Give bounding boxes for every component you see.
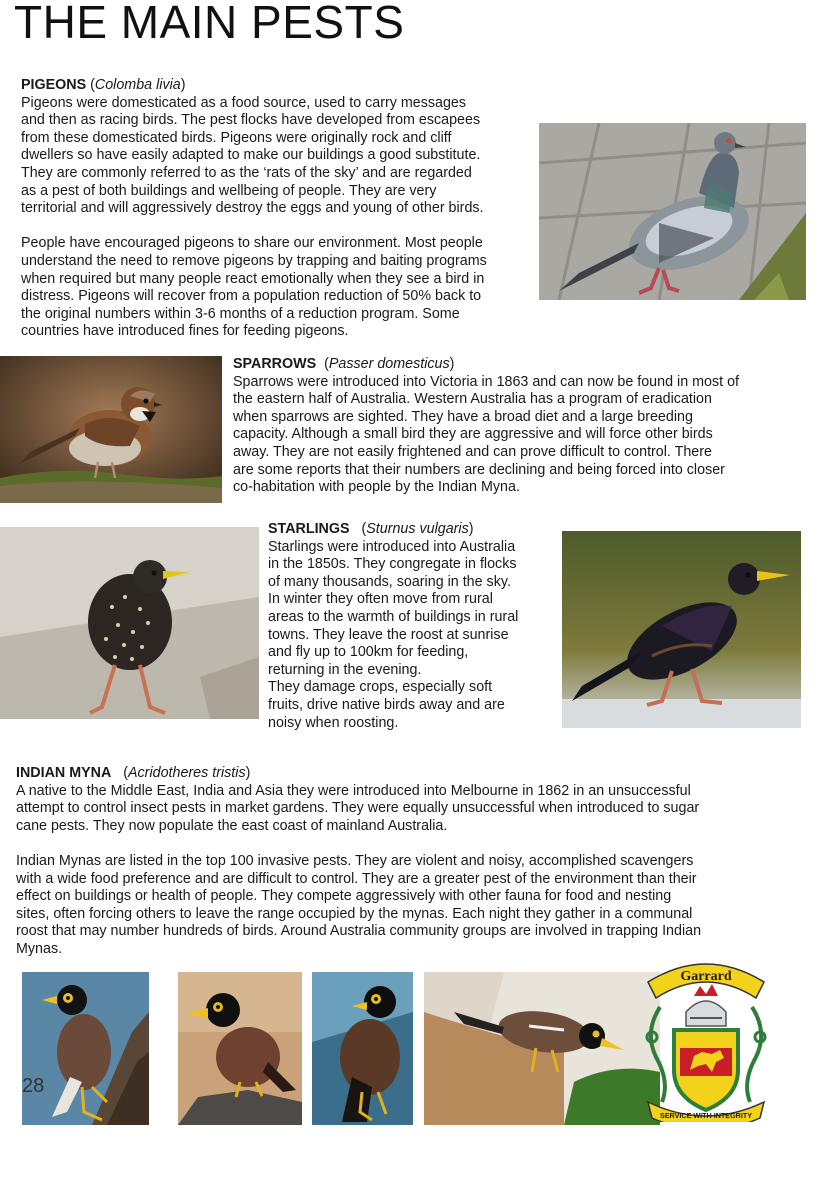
text-line: In winter they often move from rural [268,591,493,608]
page-number: 28 [22,1075,45,1097]
sparrows-latin: Passer domesticus [328,356,450,372]
pigeons-latin: Colomba livia [94,77,181,93]
text-line: with a wide food preference and are difficult to control. They are a greater pest of the environment than their [16,870,697,887]
text-line: co-habitation with people by the Indian Myna. [233,479,520,496]
pigeons-heading [21,77,536,95]
pigeons-para-2 [21,235,536,341]
text-line: in the 1850s. They congregate in flocks [268,556,517,573]
text-line: Mynas. [16,940,63,957]
paren: ( [349,521,367,537]
text-line: the original numbers within 3-6 months of a reduction program. Some [21,305,460,322]
text-line: They damage crops, especially soft [268,679,493,696]
text-line: dwellers so have easily adapted to make our buildings a good substitute. [21,147,481,164]
text-line: territorial and will aggressively destroy the eggs and young of other birds. [21,200,484,217]
paren: ( [90,77,95,93]
text-line: distress. Pigeons will recover from a population reduction of 50% back to [21,288,482,305]
myna-heading [16,765,806,783]
myna-section [16,765,806,959]
sparrow-photo [0,356,222,503]
pigeons-para-1 [21,95,536,218]
text-line: Indian Mynas are listed in the top 100 invasive pests. They are violent and noisy, accomplished scavengers [16,852,694,869]
text-line: as a pest of both buildings and wellbeing of people. They are very [21,182,437,199]
text-line: They are commonly referred to as the ‘rats of the sky’ and are regarded [21,164,472,181]
starling-photo-right [562,531,801,728]
text-line: are some reports that their numbers are declining and being forced into closer [233,461,725,478]
text-line: attempt to control insect pests in market gardens. They were equally unsuccessful when introduced to sugar [16,800,700,817]
text-line: noisy when roosting. [268,714,399,731]
sparrows-para-1 [233,374,813,497]
text-line: cane pests. They now populate the east coast of mainland Australia. [16,817,448,834]
myna-photo-3 [312,972,413,1125]
text-line: countries have introduced fines for feeding pigeons. [21,323,349,340]
sparrows-name: SPARROWS [233,356,317,372]
pigeon-photo [539,123,806,300]
myna-photo-2 [178,972,302,1125]
text-line: from these domesticated birds. Pigeons were originally rock and cliff [21,129,452,146]
pigeons-name: PIGEONS [21,77,87,93]
myna-latin: Acridotheres tristis [128,765,246,781]
paren: ( [111,765,128,781]
myna-para-1 [16,783,806,836]
sparrows-section [233,356,813,497]
text-line: Sparrows were introduced into Victoria in 1863 and can now be found in most of [233,373,739,390]
text-line: Starlings were introduced into Australia [268,538,516,555]
myna-photo-1 [22,972,149,1125]
text-line: and then as racing birds. The pest flocks have developed from escapees [21,112,481,129]
text-line: towns. They leave the roost at sunrise [268,626,509,643]
text-line: when sparrows are sighted. They have a broad diet and a large breeding [233,408,693,425]
paren: ) [449,356,455,372]
logo-motto: SERVICE WITH INTEGRITY [659,1111,753,1120]
text-line: capacity. Although a small bird they are aggressive and will force other birds [233,426,713,443]
logo-name: Garrard [680,969,732,984]
text-line: understand the need to remove pigeons by trapping and baiting programs [21,252,487,269]
paren: ) [245,765,251,781]
paren: ) [180,77,186,93]
starlings-latin: Sturnus vulgaris [366,521,469,537]
text-line: A native to the Middle East, India and Asia they were introduced into Melbourne in 1862 in an unsuccessful [16,782,691,799]
text-line: and fly up to 100km for feeding, [268,644,469,661]
text-line: Pigeons were domesticated as a food source, used to carry messages [21,94,467,111]
text-line: areas to the warmth of buildings in rural [268,608,519,625]
sparrows-heading [233,356,813,374]
garrard-logo [642,952,770,1122]
myna-para-2 [16,853,806,959]
page-title: THE MAIN PESTS [14,0,405,48]
text-line: People have encouraged pigeons to share our environment. Most people [21,235,483,252]
paren: ) [468,521,474,537]
text-line: the eastern half of Australia. Western Australia has a program of eradication [233,391,712,408]
text-line: roost that may number hundreds of birds. Around Australia community groups are involved in trapping Indian [16,923,702,940]
text-line: sites, often forcing others to leave the range occupied by the mynas. Each night they gather in a communal [16,905,693,922]
myna-name: INDIAN MYNA [16,765,112,781]
text-line: returning in the evening. [268,661,422,678]
text-line: of many thousands, soaring in the sky. [268,573,511,590]
text-line: effect on buildings or health of people. They compete aggressively with other fauna for food and nesting [16,888,672,905]
starlings-name: STARLINGS [268,521,350,537]
text-line: away. They are not easily frightened and can prove difficult to control. There [233,443,712,460]
paren: ( [316,356,329,372]
starlings-para-1 [268,539,558,733]
text-line: when required but many people react emotionally when they see a bird in [21,270,485,287]
text-line: fruits, drive native birds away and are [268,696,505,713]
myna-photo-4 [424,972,660,1125]
starlings-section [268,521,558,732]
starlings-heading [268,521,558,539]
starling-photo-left [0,527,259,719]
pigeons-section [21,77,536,341]
